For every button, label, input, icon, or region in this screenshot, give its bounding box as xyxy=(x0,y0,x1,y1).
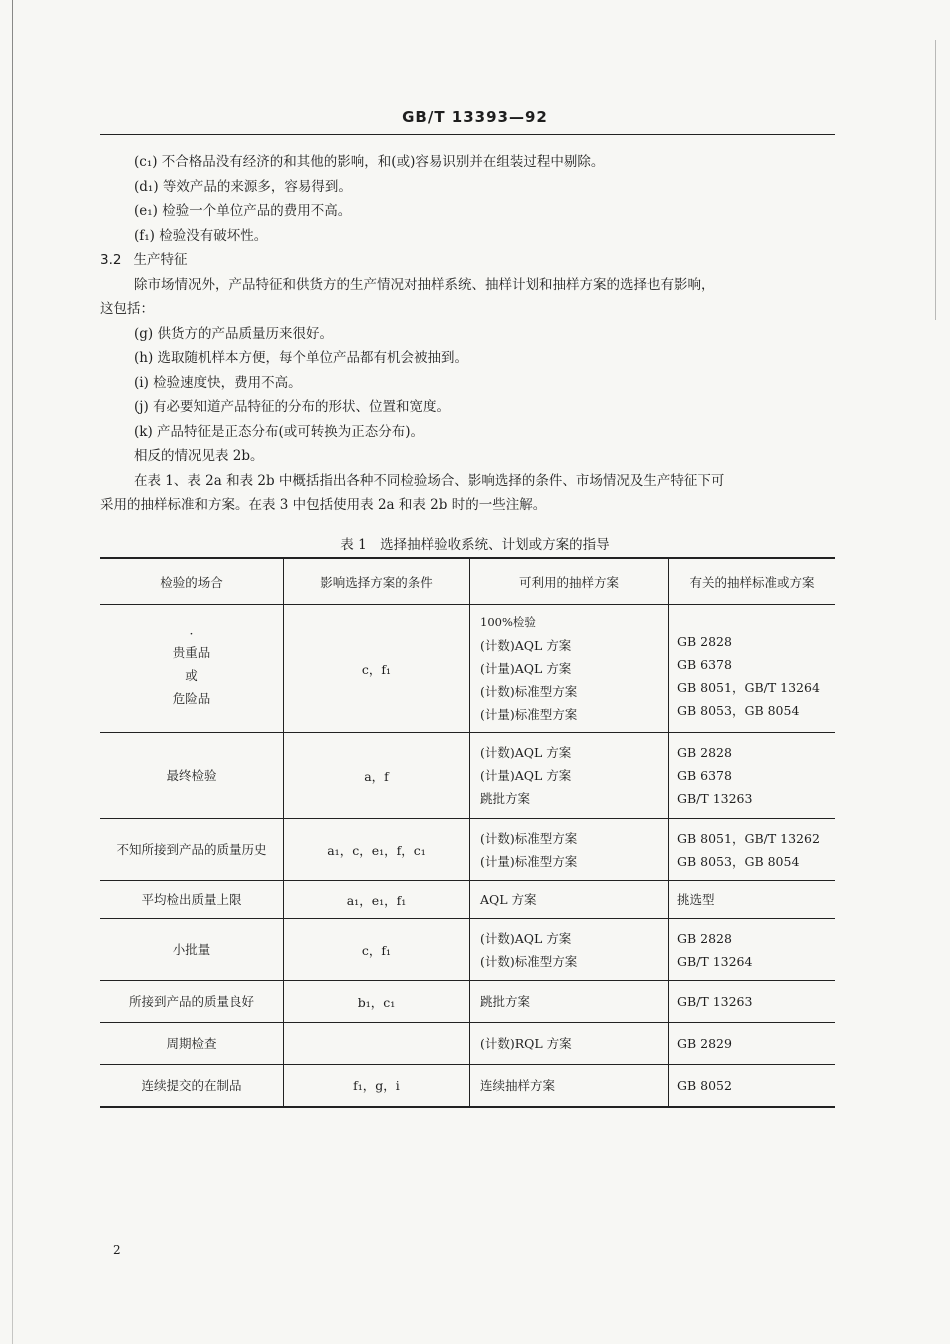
paragraph-line: 除市场情况外，产品特征和供货方的生产情况对抽样系统、抽样计划和抽样方案的选择也有影响， xyxy=(134,276,715,293)
plan-line: (计量)标准型方案 xyxy=(480,853,578,869)
standard-line: GB 8051，GB/T 13262 xyxy=(677,830,820,846)
occasion-line: 最终检验 xyxy=(166,768,217,783)
plan-line: (计数)AQL 方案 xyxy=(480,930,572,946)
plan-line: 连续抽样方案 xyxy=(480,1077,556,1093)
table-row xyxy=(100,919,835,981)
column-header: 有关的抽样标准或方案 xyxy=(669,558,836,605)
section-heading xyxy=(100,248,840,273)
standard-line: GB 6378 xyxy=(677,768,732,783)
conditions-cell: c，f₁ xyxy=(284,605,470,733)
standards-cell xyxy=(669,819,836,881)
standard-line: GB/T 13263 xyxy=(677,994,753,1009)
plans-cell xyxy=(470,919,669,981)
plan-line: 跳批方案 xyxy=(480,791,531,806)
plan-line: 跳批方案 xyxy=(480,994,531,1009)
plan-line: AQL 方案 xyxy=(480,892,537,907)
occasion-line: 平均检出质量上限 xyxy=(141,892,242,907)
plan-line: (计数)RQL 方案 xyxy=(480,1036,572,1051)
standard-line: GB 8053，GB 8054 xyxy=(677,702,800,718)
plans-cell xyxy=(470,605,669,733)
standard-line: GB 8051，GB/T 13264 xyxy=(677,679,820,695)
conditions-cell xyxy=(284,1023,470,1065)
paragraph-line: 采用的抽样标准和方案。在表 3 中包括使用表 2a 和表 2b 时的一些注解。 xyxy=(100,497,547,513)
list-item: (j) 有必要知道产品特征的分布的形状、位置和宽度。 xyxy=(134,399,451,415)
body-text xyxy=(100,150,840,518)
standard-line: GB 2828 xyxy=(677,633,732,649)
plan-line: (计量)AQL 方案 xyxy=(480,661,572,676)
occasion-cell xyxy=(100,819,284,881)
list-item: (g) 供货方的产品质量历来很好。 xyxy=(134,325,333,342)
list-item: (d₁) 等效产品的来源多，容易得到。 xyxy=(134,178,352,195)
occasion-cell xyxy=(100,919,284,981)
plans-cell xyxy=(470,733,669,819)
list-item: (h) 选取随机样本方便，每个单位产品都有机会被抽到。 xyxy=(134,350,469,366)
standard-number-header: GB/T 13393—92 xyxy=(402,108,548,126)
occasion-cell xyxy=(100,1023,284,1065)
plans-cell xyxy=(470,1023,669,1065)
occasion-cell xyxy=(100,733,284,819)
standard-line: GB/T 13264 xyxy=(677,953,753,969)
plan-line: (计量)AQL 方案 xyxy=(480,768,572,783)
plan-line: 100%检验 xyxy=(480,615,536,629)
plans-cell xyxy=(470,981,669,1023)
conditions-cell: a，f xyxy=(284,733,470,819)
table-row xyxy=(100,733,835,819)
list-item: 相反的情况见表 2b。 xyxy=(134,448,264,464)
standards-cell xyxy=(669,733,836,819)
conditions-cell: c，f₁ xyxy=(284,919,470,981)
standards-cell xyxy=(669,1065,836,1107)
sampling-guide-table xyxy=(100,557,835,1108)
occasion-cell xyxy=(100,981,284,1023)
occasion-cell xyxy=(100,881,284,919)
column-header: 影响选择方案的条件 xyxy=(284,558,470,605)
page-edge xyxy=(935,40,936,320)
paragraph-line: 在表 1、表 2a 和表 2b 中概括指出各种不同检验场合、影响选择的条件、市场情况及生产特征下可 xyxy=(134,472,725,489)
section-number: 3.2 xyxy=(100,252,122,268)
occasion-cell xyxy=(100,1065,284,1107)
conditions-cell: f₁，g，i xyxy=(284,1065,470,1107)
plan-line: (计数)标准型方案 xyxy=(480,684,578,699)
header-rule xyxy=(100,134,835,135)
occasion-line: 周期检查 xyxy=(166,1036,217,1051)
table-caption: 表 1 选择抽样验收系统、计划或方案的指导 xyxy=(340,537,610,553)
conditions-cell: a₁，e₁，f₁ xyxy=(284,881,470,919)
standard-line: GB 2828 xyxy=(677,930,732,946)
plan-line: (计数)标准型方案 xyxy=(480,830,578,846)
standard-line: GB 6378 xyxy=(677,656,732,672)
plans-cell xyxy=(470,819,669,881)
occasion-line: 危险品 xyxy=(172,691,211,706)
scan-dot: · xyxy=(189,626,194,641)
standard-line: 挑选型 xyxy=(677,892,715,907)
standard-line: GB 8053，GB 8054 xyxy=(677,853,800,869)
occasion-line: 所接到产品的质量良好 xyxy=(128,994,254,1009)
page-number: 2 xyxy=(113,1243,121,1257)
occasion-line: 或 xyxy=(185,668,198,683)
table-row xyxy=(100,981,835,1023)
occasion-line: 不知所接到产品的质量历史 xyxy=(116,842,267,857)
standards-cell xyxy=(669,1023,836,1065)
standards-cell xyxy=(669,605,836,733)
page-edge xyxy=(12,0,13,1344)
table-row xyxy=(100,1023,835,1065)
column-header: 可利用的抽样方案 xyxy=(470,558,669,605)
table-header-row xyxy=(100,558,835,605)
list-item: (k) 产品特征是正态分布(或可转换为正态分布)。 xyxy=(134,423,425,440)
list-item: (c₁) 不合格品没有经济的和其他的影响，和(或)容易识别并在组装过程中剔除。 xyxy=(134,154,605,170)
standard-line: GB 8052 xyxy=(677,1077,732,1093)
table-row xyxy=(100,605,835,733)
standard-line: GB/T 13263 xyxy=(677,791,753,806)
standard-line: GB 2828 xyxy=(677,745,732,760)
standards-cell xyxy=(669,919,836,981)
paragraph-line: 这包括： xyxy=(100,301,154,317)
list-item: (i) 检验速度快，费用不高。 xyxy=(134,374,302,391)
column-header: 检验的场合 xyxy=(100,558,284,605)
plan-line: (计数)AQL 方案 xyxy=(480,638,572,653)
list-item: (e₁) 检验一个单位产品的费用不高。 xyxy=(134,203,352,219)
section-title: 生产特征 xyxy=(133,252,188,268)
plan-line: (计数)AQL 方案 xyxy=(480,745,572,760)
standard-line: GB 2829 xyxy=(677,1036,732,1051)
occasion-cell xyxy=(100,605,284,733)
conditions-cell: b₁，c₁ xyxy=(284,981,470,1023)
occasion-line: 贵重品 xyxy=(172,645,211,660)
occasion-line: 小批量 xyxy=(172,942,211,957)
occasion-line: 连续提交的在制品 xyxy=(141,1077,242,1093)
plans-cell xyxy=(470,881,669,919)
plan-line: (计量)标准型方案 xyxy=(480,707,578,722)
table-row xyxy=(100,1065,835,1107)
standards-cell xyxy=(669,881,836,919)
plan-line: (计数)标准型方案 xyxy=(480,953,578,969)
table-row xyxy=(100,819,835,881)
standards-cell xyxy=(669,981,836,1023)
list-item: (f₁) 检验没有破坏性。 xyxy=(134,227,268,244)
conditions-cell: a₁，c，e₁，f，c₁ xyxy=(284,819,470,881)
table-row xyxy=(100,881,835,919)
plans-cell xyxy=(470,1065,669,1107)
